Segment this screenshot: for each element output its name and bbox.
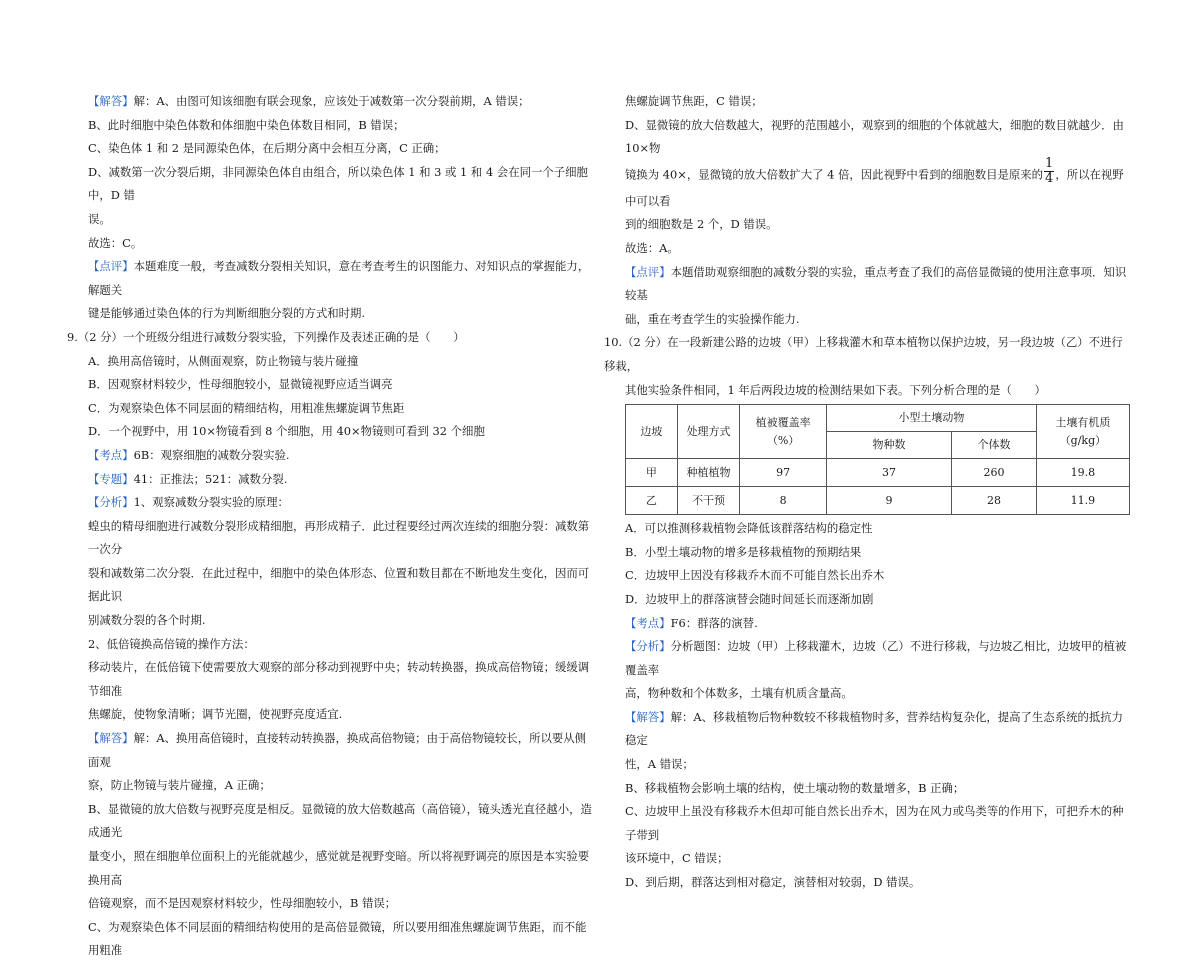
- option-c: C．为观察染色体不同层面的精细结构，用粗准焦螺旋调节焦距: [88, 400, 405, 415]
- table-cell: 9: [826, 487, 951, 515]
- text-line: 焦螺旋调节焦距，C 错误；: [625, 94, 763, 108]
- table-header: 处理方式: [677, 405, 740, 459]
- text-line: 【专题】41：正推法；521：减数分裂.: [88, 471, 288, 486]
- text-line: 蝗虫的精母细胞进行减数分裂形成精细胞，再形成精子．此过程要经过两次连续的细胞分裂：减数第一次分: [88, 518, 590, 557]
- text-line: 【分析】1、观察减数分裂实验的原理：: [88, 495, 289, 510]
- zhuanti-tag: 【专题】: [88, 471, 134, 486]
- text-line: B、移栽植物会影响土壤的结构，使土壤动物的数量增多，B 正确；: [625, 780, 965, 795]
- question-10-stem: 10.（2 分）在一段新建公路的边坡（甲）上移栽灌木和草本植物以保护边坡，另一段边坡（乙）不进行移栽，: [604, 335, 1123, 373]
- fenxi-tag: 【分析】: [625, 639, 671, 654]
- table-cell: 260: [952, 459, 1037, 487]
- table-cell: 19.8: [1036, 459, 1129, 487]
- table-header: 物种数: [826, 432, 951, 459]
- option-d: D．一个视野中，用 10×物镜看到 8 个细胞，用 40×物镜则可看到 32 个细胞: [88, 424, 485, 439]
- comment-tag: 【点评】: [625, 264, 671, 279]
- answer-tag: 【解答】: [88, 94, 134, 108]
- option-a: A．可以推测移栽植物会降低该群落结构的稳定性: [625, 521, 873, 536]
- option-b: B．小型土壤动物的增多是移栽植物的预期结果: [625, 544, 862, 559]
- text-line: 高，物种数和个体数多，土壤有机质含量高。: [625, 686, 853, 701]
- text-line: D、显微镜的放大倍数越大，视野的范围越小，观察到的细胞的个体就越大，细胞的数目就越少．由 10×物: [625, 117, 1124, 156]
- text-line: 【解答】解：A、换用高倍镜时，直接转动转换器，换成高倍物镜；由于高倍物镜较长，所以要从侧面观: [88, 731, 587, 769]
- left-column: [67, 90, 593, 963]
- text-line: D、到后期，群落达到相对稳定，演替相对较弱，D 错误。: [625, 875, 921, 890]
- data-table: [625, 404, 1130, 515]
- text-line: C、边坡甲上虽没有移栽乔木但却可能自然长出乔木，因为在风力或鸟类等的作用下，可把乔木的种子带到: [625, 804, 1124, 842]
- table-header: 植被覆盖率 （%）: [740, 405, 827, 459]
- text-line: 别减数分裂的各个时期.: [88, 613, 206, 628]
- text-line: C、为观察染色体不同层面的精细结构使用的是高倍显微镜，所以要用细准焦螺旋调节焦距，而不能用粗准: [88, 919, 587, 958]
- jieda-tag: 【解答】: [88, 731, 134, 746]
- text-line: 镜换为 40×，显微镜的放大倍数扩大了 4 倍，因此视野中看到的细胞数目是原来的 $\frac{1}{4}$ ，所以在视野中可以看: [625, 155, 1124, 208]
- right-column: [604, 90, 1130, 895]
- table-header: 土壤有机质 （g/kg）: [1036, 405, 1129, 459]
- table-cell: 8: [740, 487, 827, 515]
- text-line: 故选：C。: [88, 235, 143, 250]
- table-row: [626, 487, 1130, 515]
- text-line: 察，防止物镜与装片碰撞，A 正确；: [88, 778, 271, 793]
- table-header: 边坡: [626, 405, 678, 459]
- kaodian-tag: 【考点】: [625, 615, 671, 630]
- text-line: 【点评】本题借助观察细胞的减数分裂的实验，重点考查了我们的高倍显微镜的使用注意事项．知识较基: [625, 264, 1127, 303]
- text-line: 【点评】本题难度一般，考查减数分裂相关知识，意在考查考生的识图能力、对知识点的掌握能力，解题关: [88, 259, 590, 297]
- text-line: 础，重在考查学生的实验操作能力.: [625, 311, 800, 326]
- text-line: 性，A 错误；: [625, 757, 694, 772]
- table-cell: 乙: [626, 487, 678, 515]
- table-cell: 28: [952, 487, 1037, 515]
- option-d: D．边坡甲上的群落演替会随时间延长而逐渐加剧: [625, 591, 874, 606]
- text-line: 焦螺旋，使物象清晰；调节光圈，使视野亮度适宜.: [88, 707, 343, 722]
- comment-tag: 【点评】: [88, 259, 134, 274]
- option-c: C．边坡甲上因没有移栽乔木而不可能自然长出乔木: [625, 568, 885, 583]
- text-line: C、染色体 1 和 2 是同源染色体，在后期分离中会相互分离，C 正确；: [88, 141, 446, 156]
- fraction-one-quarter: $\frac{1}{4}$: [1045, 155, 1054, 186]
- text-line: 【解答】解：A、移栽植物后物种数较不移栽植物时多，营养结构复杂化，提高了生态系统的抵抗力稳定: [625, 709, 1124, 748]
- table-cell: 甲: [626, 459, 678, 487]
- text-line: 到的细胞数是 2 个，D 错误。: [625, 217, 778, 232]
- table-header-row: [626, 405, 1130, 432]
- text-line: 【考点】F6：群落的演替.: [625, 615, 758, 630]
- kaodian-tag: 【考点】: [88, 447, 134, 462]
- table-cell: 11.9: [1036, 487, 1129, 515]
- table-cell: 97: [740, 459, 827, 487]
- text-line: B、显微镜的放大倍数与视野亮度是相反。显微镜的放大倍数越高（高倍镜），镜头透光直径越小，造成通光: [88, 801, 592, 840]
- text-line: 该环境中，C 错误；: [625, 851, 729, 866]
- table-header: 小型土壤动物: [826, 405, 1036, 432]
- text-line: 裂和减数第二次分裂．在此过程中，细胞中的染色体形态、位置和数目都在不断地发生变化，因而可据此识: [88, 565, 590, 604]
- text-line: 倍镜观察，而不是因观察材料较少，性母细胞较小，B 错误；: [88, 896, 397, 911]
- text-line: 【分析】分析题图：边坡（甲）上移栽灌木，边坡（乙）不进行移栽，与边坡乙相比，边坡甲的植被覆盖率: [625, 639, 1127, 677]
- jieda-tag: 【解答】: [625, 709, 671, 724]
- text-line: 移动装片，在低倍镜下使需要放大观察的部分移动到视野中央；转动转换器，换成高倍物镜；缓缓调节细准: [88, 660, 590, 698]
- text-line: 误。: [88, 211, 111, 226]
- text-line: 其他实验条件相同，1 年后两段边坡的检测结果如下表。下列分析合理的是（ ）: [625, 382, 1046, 397]
- text-line: B、此时细胞中染色体数和体细胞中染色体数目相同，B 错误；: [88, 117, 405, 132]
- question-9-stem: 9.（2 分）一个班级分组进行减数分裂实验，下列操作及表述正确的是（ ）: [67, 329, 465, 344]
- table-row: [626, 459, 1130, 487]
- option-b: B．因观察材料较少，性母细胞较小，显微镜视野应适当调亮: [88, 377, 393, 392]
- text-line: 【解答】解：A、由图可知该细胞有联会现象，应该处于减数第一次分裂前期，A 错误；: [88, 94, 530, 108]
- text-line: D、减数第一次分裂后期，非同源染色体自由组合，所以染色体 1 和 3 或 1 和 4 会在同一个子细胞中，D 错: [88, 164, 588, 203]
- text-line: 故选：A。: [625, 240, 679, 255]
- text-line: 量变小，照在细胞单位面积上的光能就越少，感觉就是视野变暗。所以将视野调亮的原因是本实验要换用高: [88, 849, 590, 887]
- text-line: 2、低倍镜换高倍镜的操作方法：: [88, 636, 255, 651]
- table-cell: 37: [826, 459, 951, 487]
- option-a: A．换用高倍镜时，从侧面观察，防止物镜与装片碰撞: [88, 353, 359, 368]
- fenxi-tag: 【分析】: [88, 495, 134, 510]
- text-line: 键是能够通过染色体的行为判断细胞分裂的方式和时期.: [88, 306, 365, 321]
- table-header: 个体数: [952, 432, 1037, 459]
- table-cell: 种植植物: [677, 459, 740, 487]
- table-cell: 不干预: [677, 487, 740, 515]
- text-line: 【考点】6B：观察细胞的减数分裂实验.: [88, 447, 290, 462]
